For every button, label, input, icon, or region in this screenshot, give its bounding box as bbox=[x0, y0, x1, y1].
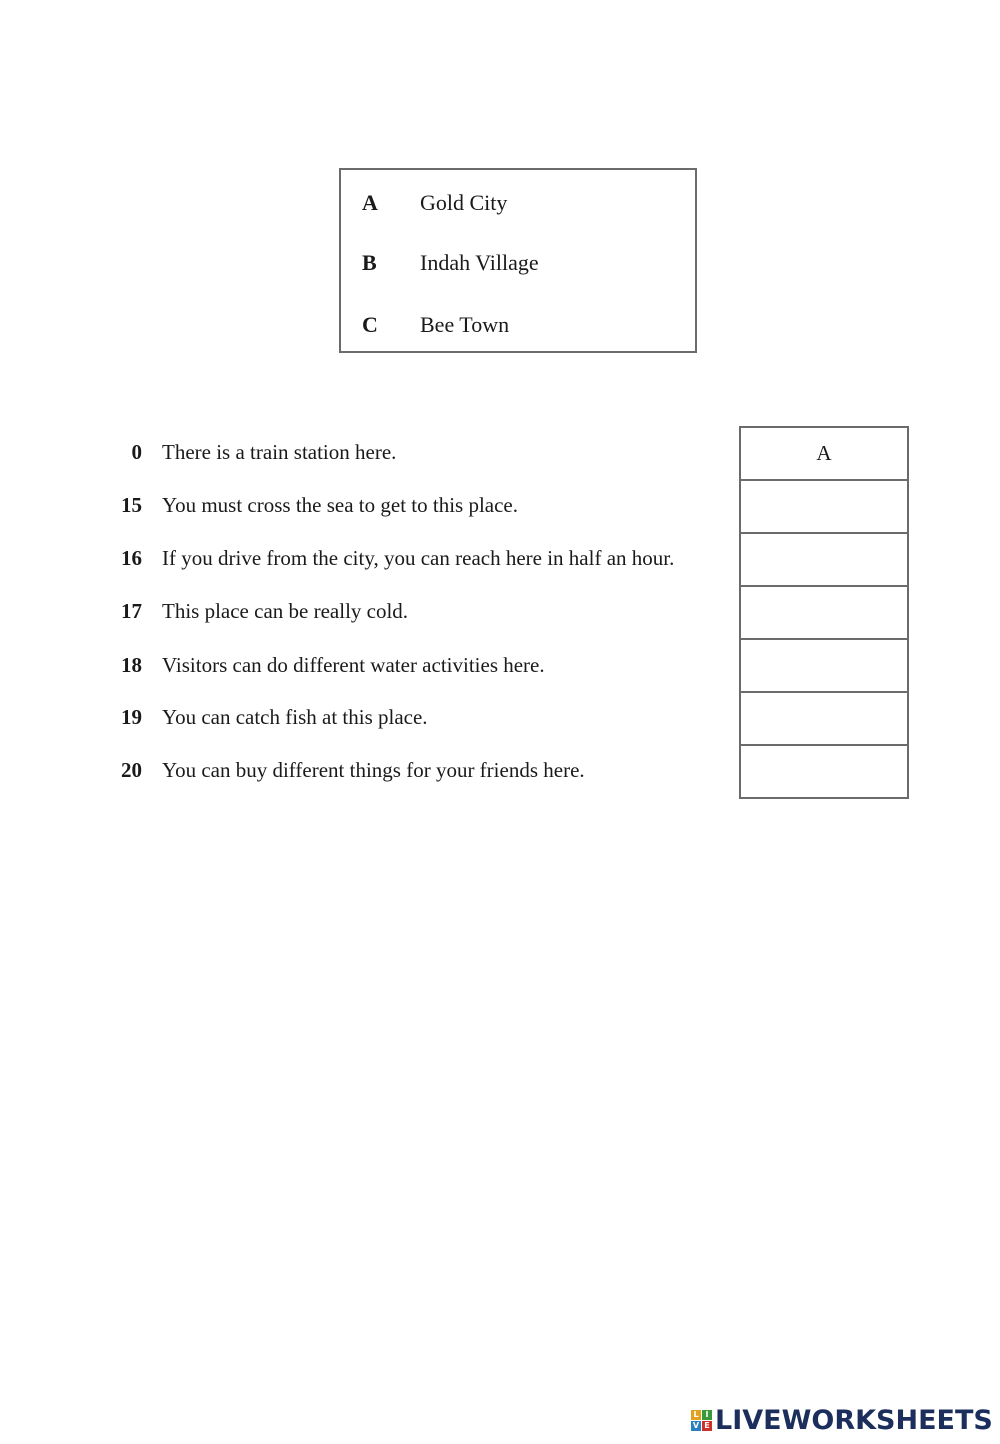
question-number: 17 bbox=[121, 599, 142, 623]
question-row bbox=[100, 585, 730, 638]
logo-icon-tile: L bbox=[691, 1410, 701, 1420]
question-number: 18 bbox=[121, 653, 142, 677]
liveworksheets-logo bbox=[691, 1403, 993, 1437]
logo-icon bbox=[691, 1410, 712, 1431]
option-place: Bee Town bbox=[420, 312, 510, 337]
answer-example: A bbox=[741, 428, 907, 481]
answer-column bbox=[739, 426, 909, 799]
answer-input-17[interactable] bbox=[741, 587, 907, 640]
question-text: Visitors can do different water activities here. bbox=[162, 653, 545, 677]
options-box bbox=[339, 168, 697, 353]
answer-input-19[interactable] bbox=[741, 693, 907, 746]
logo-icon-tile: I bbox=[702, 1410, 712, 1420]
answer-input-18[interactable] bbox=[741, 640, 907, 693]
option-letter: A bbox=[362, 190, 378, 215]
option-c bbox=[341, 305, 695, 345]
question-number: 0 bbox=[131, 440, 142, 464]
question-row bbox=[100, 639, 730, 692]
option-letter: C bbox=[362, 312, 378, 337]
question-text: You can buy different things for your friends here. bbox=[162, 758, 585, 782]
question-row bbox=[100, 479, 730, 532]
question-row bbox=[100, 426, 730, 479]
question-number: 16 bbox=[121, 546, 142, 570]
question-number: 20 bbox=[121, 758, 142, 782]
option-letter: B bbox=[362, 250, 377, 275]
option-place: Gold City bbox=[420, 190, 508, 215]
question-text: If you drive from the city, you can reach here in half an hour. bbox=[162, 546, 675, 570]
question-text: There is a train station here. bbox=[162, 440, 397, 464]
question-row bbox=[100, 744, 730, 797]
question-text: You must cross the sea to get to this place. bbox=[162, 493, 518, 517]
question-text: This place can be really cold. bbox=[162, 599, 409, 623]
question-number: 15 bbox=[121, 493, 142, 517]
answer-input-20[interactable] bbox=[741, 746, 907, 797]
logo-icon-tile: V bbox=[692, 1420, 700, 1430]
question-row bbox=[100, 532, 730, 585]
question-text: You can catch fish at this place. bbox=[162, 705, 428, 729]
answer-input-16[interactable] bbox=[741, 534, 907, 587]
question-row bbox=[100, 691, 730, 744]
option-a bbox=[341, 183, 695, 223]
logo-icon-tile: E bbox=[702, 1421, 712, 1431]
option-b bbox=[341, 243, 695, 283]
logo-text: LIVEWORKSHEETS bbox=[715, 1404, 993, 1436]
option-place: Indah Village bbox=[420, 250, 539, 275]
question-number: 19 bbox=[121, 705, 142, 729]
answer-input-15[interactable] bbox=[741, 481, 907, 534]
